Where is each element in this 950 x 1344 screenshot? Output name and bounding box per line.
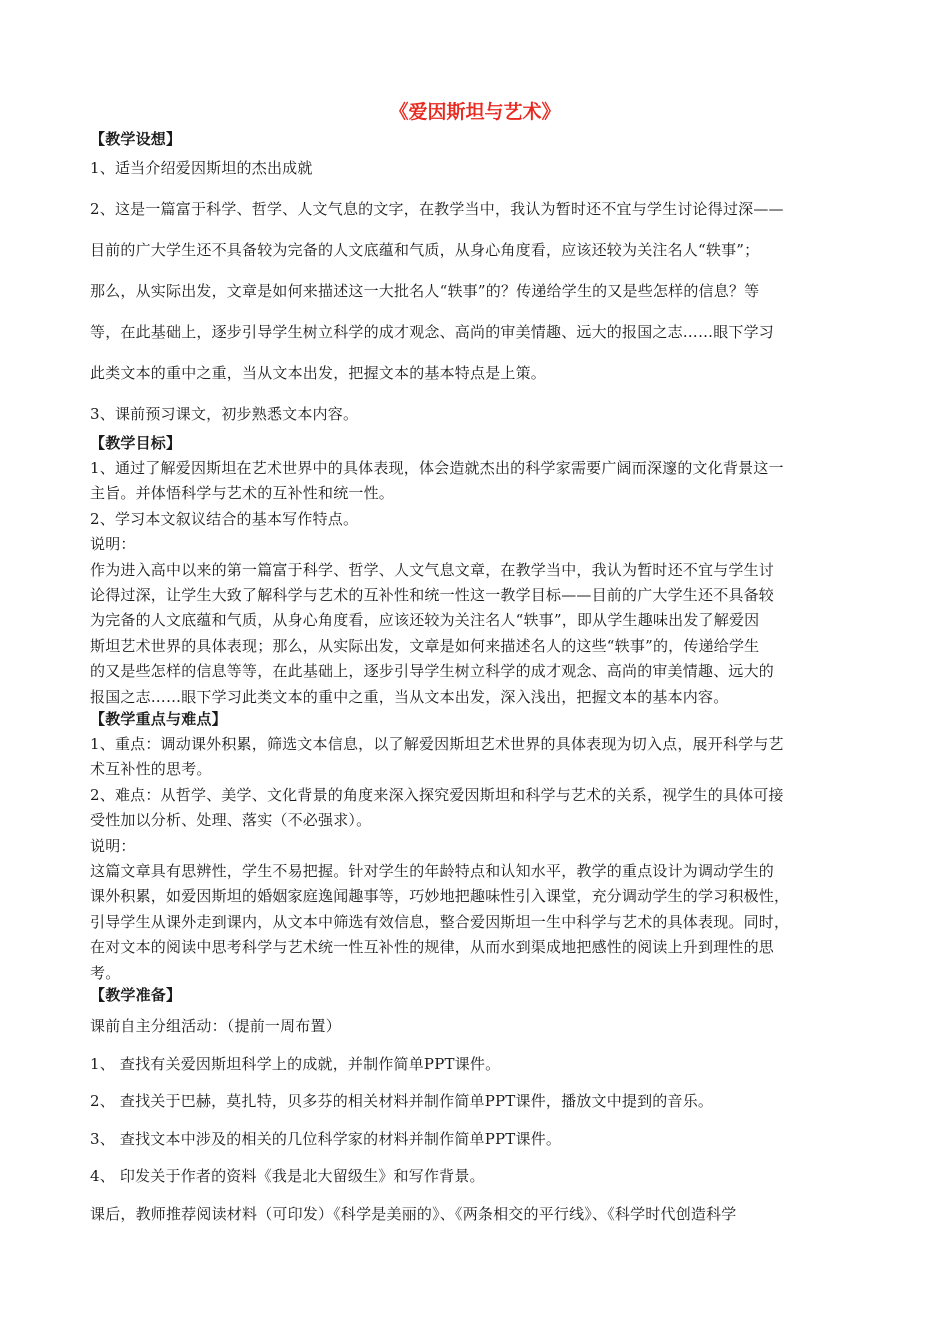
section1-body: [90, 148, 860, 435]
section4-line: 1、 查找有关爱因斯坦科学上的成就，并制作简单PPT课件。: [90, 1054, 501, 1073]
section2-line: 的又是些怎样的信息等等，在此基础上，逐步引导学生树立科学的成才观念、高尚的审美情趣、远大的: [90, 662, 775, 681]
section3-line: 这篇文章具有思辨性，学生不易把握。针对学生的年龄特点和认知水平，教学的重点设计为调动学生的: [90, 862, 775, 881]
section3-body: [90, 732, 860, 986]
section3-line: 在对文本的阅读中思考科学与艺术统一性互补性的规律，从而水到渠成地把感性的阅读上升到理性的思: [90, 938, 775, 957]
section2-line: 2、学习本文叙议结合的基本写作特点。: [90, 509, 359, 528]
section2-line: 主旨。并体悟科学与艺术的互补性和统一性。: [90, 484, 395, 503]
section4-body: [90, 1008, 860, 1234]
section2-line: 1、通过了解爱因斯坦在艺术世界中的具体表现，体会造就杰出的科学家需要广阔而深邃的文化背景这一: [90, 459, 784, 477]
section4-line: 课前自主分组活动：（提前一周布置）: [90, 1017, 341, 1035]
document-title: 《爱因斯坦与艺术》: [389, 101, 561, 123]
section1-item2-line2: 目前的广大学生还不具备较为完备的人文底蕴和气质，从身心角度看，应该还较为关注名人“轶事”；: [90, 241, 760, 259]
section-heading-preparation: 【教学准备】: [90, 986, 182, 1004]
section4-line: 课后，教师推荐阅读材料（可印发）《科学是美丽的》、《两条相交的平行线》、《科学时代创造科学: [90, 1204, 737, 1223]
section3-line: 2、难点：从哲学、美学、文化背景的角度来深入探究爱因斯坦和科学与艺术的关系，视学生的具体可接: [90, 785, 784, 804]
section2-line: 说明：: [90, 535, 136, 554]
section2-body: [90, 456, 860, 710]
section3-line: 课外积累，如爱因斯坦的婚姻家庭逸闻趣事等，巧妙地把趣味性引入课堂，充分调动学生的学习积极性，: [90, 887, 790, 906]
section4-line: 3、 查找文本中涉及的相关的几位科学家的材料并制作简单PPT课件。: [90, 1129, 562, 1148]
section2-line: 报国之志……眼下学习此类文本的重中之重，当从文本出发，深入浅出，把握文本的基本内容。: [90, 687, 729, 706]
section3-line: 术互补性的思考。: [90, 760, 212, 779]
section1-item2-line5: 此类文本的重中之重，当从文本出发，把握文本的基本特点是上策。: [90, 364, 547, 382]
section4-line: 4、 印发关于作者的资料《我是北大留级生》和写作背景。: [90, 1167, 485, 1186]
section-heading-teaching-goals: 【教学目标】: [90, 434, 182, 452]
section1-item3: 3、课前预习课文，初步熟悉文本内容。: [90, 405, 359, 423]
section2-line: 斯坦艺术世界的具体表现；那么，从实际出发，文章是如何来描述名人的这些“轶事”的，传递给学生: [90, 636, 760, 655]
section3-line: 说明：: [90, 836, 136, 855]
section2-line: 为完备的人文底蕴和气质，从身心角度看，应该还较为关注名人“轶事”，即从学生趣味出发了解爱因: [90, 611, 760, 630]
section3-line: 1、重点：调动课外积累，筛选文本信息，以了解爱因斯坦艺术世界的具体表现为切入点，展开科学与艺: [90, 735, 784, 753]
section1-item2-line4: 等，在此基础上，逐步引导学生树立科学的成才观念、高尚的审美情趣、远大的报国之志……眼下学习: [90, 323, 775, 341]
section3-line: 考。: [90, 963, 121, 982]
section4-line: 2、 查找关于巴赫，莫扎特，贝多芬的相关材料并制作简单PPT课件，播放文中提到的音乐。: [90, 1092, 714, 1111]
section1-item1: 1、适当介绍爱因斯坦的杰出成就: [90, 159, 313, 177]
section1-item2-line1: 2、这是一篇富于科学、哲学、人文气息的文字，在教学当中，我认为暂时还不宜与学生讨论得过深——: [90, 200, 784, 218]
section2-line: 论得过深，让学生大致了解科学与艺术的互补性和统一性这一教学目标——目前的广大学生还不具备较: [90, 586, 775, 605]
section2-line: 作为进入高中以来的第一篇富于科学、哲学、人文气息文章，在教学当中，我认为暂时还不宜与学生讨: [90, 560, 775, 579]
section-heading-key-points: 【教学重点与难点】: [90, 710, 227, 728]
section3-line: 受性加以分析、处理、落实（不必强求）。: [90, 811, 372, 830]
section-heading-teaching-concept: 【教学设想】: [90, 130, 182, 148]
section3-line: 引导学生从课外走到课内，从文本中筛选有效信息，整合爱因斯坦一生中科学与艺术的具体表现。同时，: [90, 912, 790, 931]
section1-item2-line3: 那么，从实际出发，文章是如何来描述这一大批名人“轶事”的？传递给学生的又是些怎样的信息？等: [90, 282, 760, 300]
